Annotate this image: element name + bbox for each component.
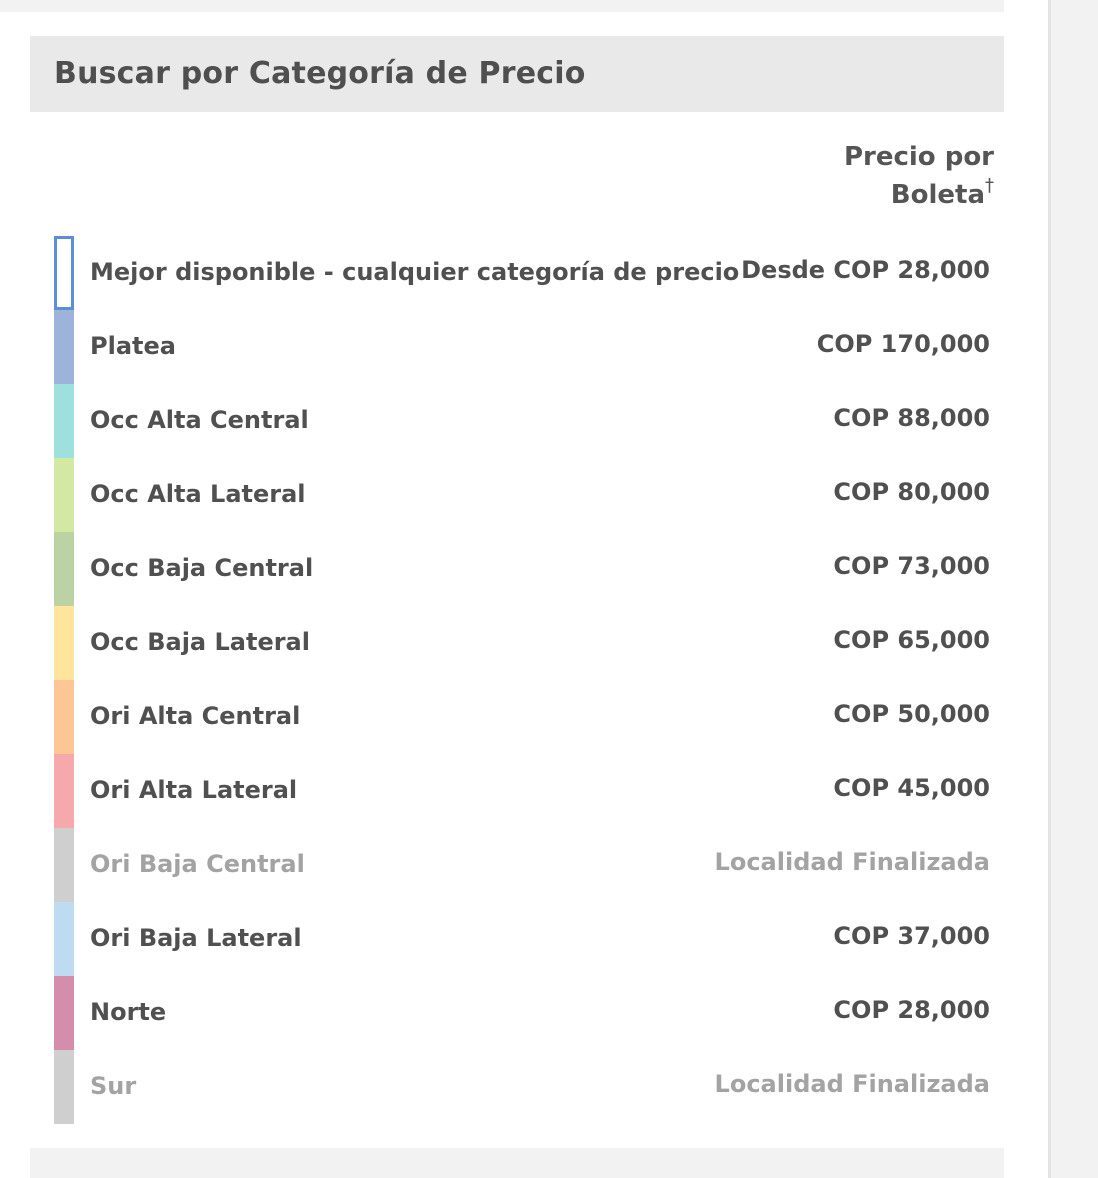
category-price: COP 37,000 (833, 922, 990, 950)
price-category-row[interactable] (54, 606, 1004, 680)
section-title: Buscar por Categoría de Precio (54, 56, 586, 91)
price-category-row[interactable] (54, 754, 1004, 828)
category-color-swatch (54, 236, 74, 310)
category-name: Occ Alta Central (90, 406, 309, 434)
category-name: Occ Baja Central (90, 554, 314, 582)
price-column-header-line1: Precio por (843, 142, 994, 172)
price-category-row[interactable] (54, 976, 1004, 1050)
category-color-swatch (54, 828, 74, 902)
price-category-row[interactable] (54, 384, 1004, 458)
category-price: COP 50,000 (833, 700, 990, 728)
price-category-row[interactable] (54, 310, 1004, 384)
price-category-row[interactable] (54, 902, 1004, 976)
section-header (30, 36, 1004, 112)
category-name: Ori Baja Central (90, 850, 305, 878)
category-name: Occ Alta Lateral (90, 480, 306, 508)
footnote-mark: † (985, 175, 994, 196)
category-price: COP 170,000 (816, 330, 990, 358)
category-name: Sur (90, 1072, 137, 1100)
category-color-swatch (54, 532, 74, 606)
price-column-header-line2: Boleta (890, 180, 985, 210)
price-category-list (54, 236, 1004, 1124)
category-name: Occ Baja Lateral (90, 628, 310, 656)
category-price: Localidad Finalizada (714, 1070, 990, 1098)
category-price: Localidad Finalizada (714, 848, 990, 876)
price-category-row[interactable] (54, 532, 1004, 606)
category-name: Platea (90, 332, 176, 360)
category-price: COP 45,000 (833, 774, 990, 802)
category-price: COP 28,000 (833, 996, 990, 1024)
category-name: Ori Alta Lateral (90, 776, 298, 804)
category-price: COP 80,000 (833, 478, 990, 506)
price-column-header (754, 138, 994, 214)
next-section-top (30, 1148, 1004, 1178)
category-price: COP 65,000 (833, 626, 990, 654)
category-price: Desde COP 28,000 (741, 256, 990, 284)
category-name: Mejor disponible - cualquier categoría de precio (90, 258, 740, 286)
category-color-swatch (54, 1050, 74, 1124)
category-color-swatch (54, 458, 74, 532)
category-color-swatch (54, 680, 74, 754)
category-price: COP 88,000 (833, 404, 990, 432)
category-color-swatch (54, 902, 74, 976)
category-color-swatch (54, 606, 74, 680)
category-name: Ori Baja Lateral (90, 924, 302, 952)
price-category-row[interactable] (54, 828, 1004, 902)
price-category-row[interactable] (54, 236, 1004, 310)
category-color-swatch (54, 754, 74, 828)
previous-section-bottom (0, 0, 1004, 12)
category-color-swatch (54, 384, 74, 458)
price-category-row[interactable] (54, 680, 1004, 754)
price-category-row[interactable] (54, 458, 1004, 532)
category-color-swatch (54, 976, 74, 1050)
category-price: COP 73,000 (833, 552, 990, 580)
price-category-row[interactable] (54, 1050, 1004, 1124)
category-color-swatch (54, 310, 74, 384)
right-side-panel (1048, 0, 1098, 1178)
category-name: Ori Alta Central (90, 702, 301, 730)
category-name: Norte (90, 998, 167, 1026)
